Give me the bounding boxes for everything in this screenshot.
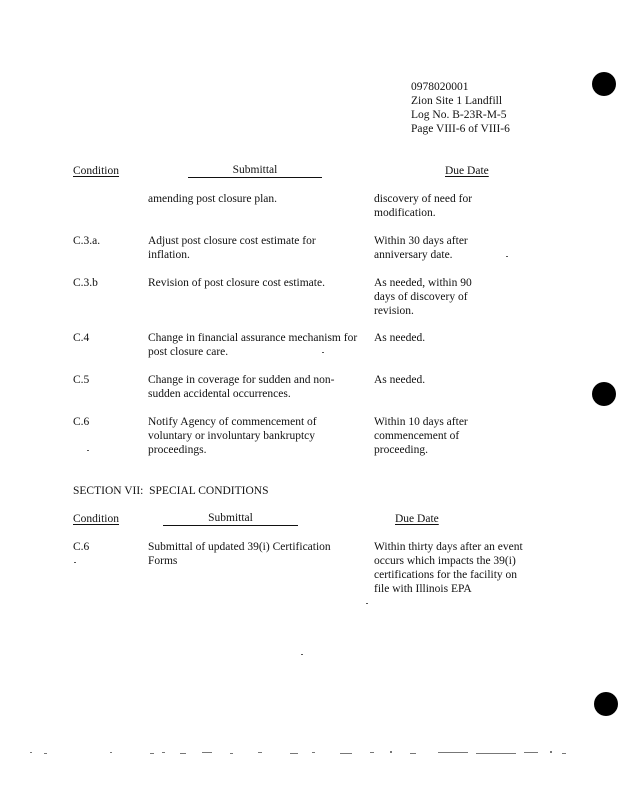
- row-condition: C.3.a.: [73, 235, 101, 247]
- row-due-date: As needed.: [374, 374, 426, 386]
- row-submittal: Submittal of updated 39(i) Certification Forms: [148, 541, 331, 567]
- column-header-submittal-label: Submittal: [208, 512, 253, 524]
- scan-speck: [366, 603, 368, 604]
- punch-hole-bottom: [594, 692, 618, 716]
- column-header-submittal: [188, 164, 322, 178]
- row-due-date: Within thirty days after an event occurs which impacts the 39(i) certifications for the facility on file with Illinois EPA: [374, 541, 523, 595]
- row-submittal: Adjust post closure cost estimate for inflation.: [148, 235, 316, 261]
- row-submittal: Change in coverage for sudden and non-sudden accidental occurrences.: [148, 374, 335, 400]
- column-header-condition: Condition: [73, 513, 120, 525]
- column-header-due-date: Due Date: [445, 165, 489, 177]
- row-due-date: Within 30 days after anniversary date.: [374, 235, 468, 261]
- punch-hole-middle: [592, 382, 616, 406]
- document-header: [411, 80, 510, 136]
- row-condition: C.6: [73, 416, 90, 428]
- row-due-date: discovery of need for modification.: [374, 193, 473, 219]
- column-header-submittal-label: Submittal: [232, 164, 278, 176]
- scan-speck: [87, 450, 89, 451]
- scan-speck: [506, 256, 508, 257]
- row-submittal: amending post closure plan.: [148, 193, 278, 205]
- row-submittal: Notify Agency of commencement of voluntary or involuntary bankruptcy proceedings.: [148, 416, 317, 456]
- row-due-date: As needed.: [374, 332, 426, 344]
- scan-noise-line: [30, 750, 570, 756]
- row-condition: C.4: [73, 332, 90, 344]
- section-title: SECTION VII: SPECIAL CONDITIONS: [73, 485, 269, 497]
- row-condition: C.5: [73, 374, 90, 386]
- column-header-due-date: Due Date: [395, 513, 439, 525]
- row-due-date: Within 10 days after commencement of proceeding.: [374, 416, 468, 456]
- doc-id: 0978020001: [411, 81, 469, 93]
- row-submittal: Revision of post closure cost estimate.: [148, 277, 325, 289]
- row-submittal: Change in financial assurance mechanism for post closure care.: [148, 332, 358, 358]
- scan-speck: [301, 654, 303, 655]
- page-number: Page VIII-6 of VIII-6: [411, 123, 510, 135]
- log-number: Log No. B-23R-M-5: [411, 109, 507, 121]
- column-header-condition: Condition: [73, 165, 120, 177]
- punch-hole-top: [592, 72, 616, 96]
- row-condition: C.3.b: [73, 277, 98, 289]
- scan-speck: [322, 352, 324, 353]
- row-condition: C.6: [73, 541, 90, 553]
- column-header-submittal: [163, 512, 298, 526]
- row-due-date: As needed, within 90 days of discovery of revision.: [374, 277, 472, 317]
- site-name: Zion Site 1 Landfill: [411, 95, 503, 107]
- scan-speck: [74, 562, 76, 563]
